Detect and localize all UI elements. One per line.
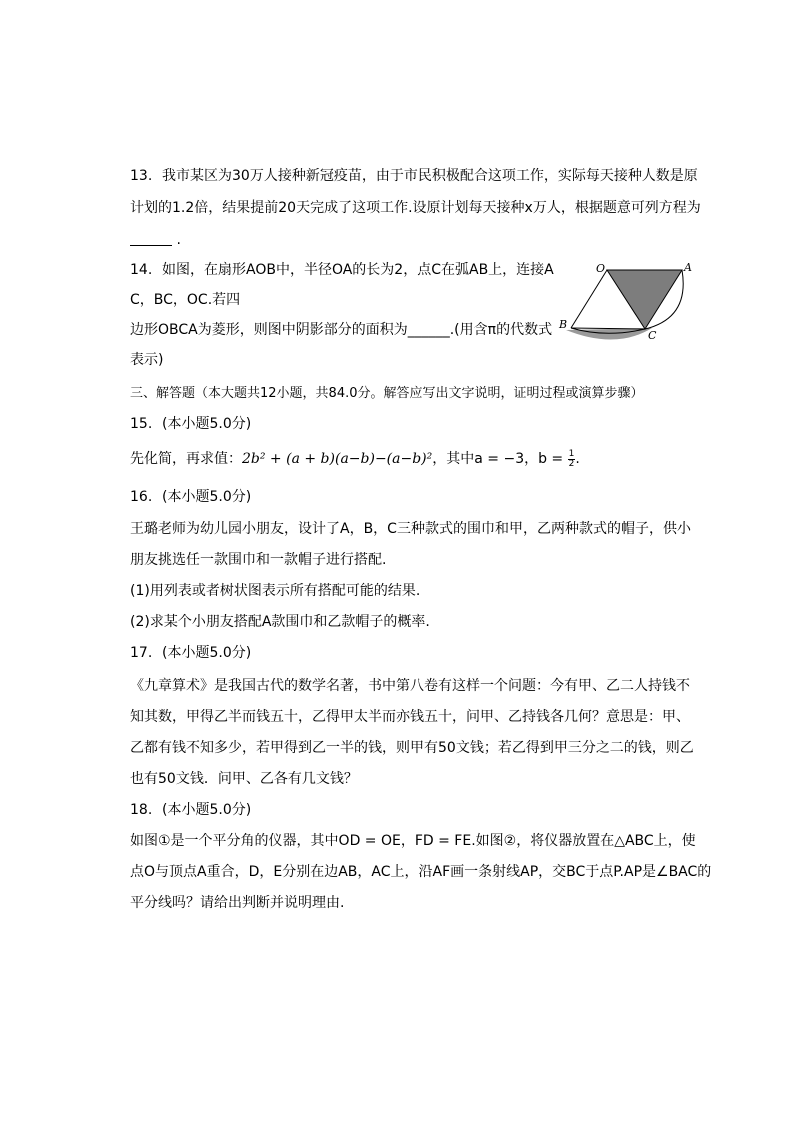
- q15-end: .: [575, 451, 580, 467]
- q15-number: 15.: [130, 416, 153, 432]
- q14-text-3: 边形OBCA为菱形，则图中阴影部分的面积为______.(用含π的代数式: [130, 322, 553, 338]
- q14-line1: [130, 260, 554, 280]
- q16-header: [130, 487, 251, 507]
- q17-line4: [130, 769, 358, 789]
- q18-text-1: 如图①是一个平分角的仪器，其中OD = OE，FD = FE.如图②，将仪器放置在△ABC上，使: [130, 833, 696, 849]
- q17-line1: [130, 676, 690, 696]
- q13-answer-blank: [130, 231, 172, 246]
- q13-number: 13.: [130, 168, 153, 184]
- label-A: A: [684, 261, 692, 274]
- segment-BC: [571, 328, 645, 329]
- q16-text-1: 王璐老师为幼儿园小朋友，设计了A，B，C三种款式的围巾和甲，乙两种款式的帽子，供小: [130, 521, 691, 537]
- q14-text-1: 如图，在扇形AOB中，半径OA的长为2，点C在弧AB上，连接A: [162, 262, 554, 278]
- q13-line1: [130, 166, 698, 186]
- q14-text-2: C，BC，OC.若四: [130, 292, 241, 308]
- q16-text-3: (1)用列表或者树状图表示所有搭配可能的结果.: [130, 583, 421, 599]
- q16-line3: [130, 581, 420, 601]
- q15-body: [130, 449, 580, 469]
- q14-line4: [130, 350, 163, 370]
- q16-line4: [130, 612, 430, 632]
- q18-line1: [130, 831, 696, 851]
- q13-text-3: .: [176, 232, 181, 248]
- sector-figure: [556, 258, 696, 342]
- q16-text-2: 朋友挑选任一款围巾和一款帽子进行搭配.: [130, 552, 387, 568]
- q15-frac-den: 2: [568, 458, 575, 469]
- q18-line3: [130, 893, 344, 913]
- q13-line2: [130, 198, 701, 218]
- q16-line2: [130, 550, 386, 570]
- q13-text-1: 我市某区为30万人接种新冠疫苗，由于市民积极配合这项工作，实际每天接种人数是原: [162, 168, 698, 184]
- q13-line3: [130, 230, 181, 250]
- q18-line2: [130, 862, 711, 882]
- q15-header: [130, 414, 251, 434]
- q13-text-2: 计划的1.2倍，结果提前20天完成了这项工作.设原计划每天接种x万人，根据题意可列方程为: [130, 200, 701, 216]
- q14-line2: [130, 290, 240, 310]
- label-C: C: [648, 329, 657, 342]
- q17-score: (本小题5.0分): [162, 645, 252, 661]
- q15-expression: 2b² + (a + b)(a−b)−(a−b)²: [242, 451, 433, 467]
- q17-line3: [130, 738, 694, 758]
- q14-text-4: 表示): [130, 352, 164, 368]
- q17-header: [130, 643, 251, 663]
- q17-line2: [130, 707, 690, 727]
- q16-score: (本小题5.0分): [162, 489, 252, 505]
- section3-title: 三、解答题（本大题共12小题，共84.0分。解答应写出文字说明，证明过程或演算步骤）: [130, 386, 644, 401]
- segment-OB: [571, 270, 607, 328]
- q17-text-4: 也有50文钱．问甲、乙各有几文钱？: [130, 771, 358, 787]
- q17-number: 17.: [130, 645, 153, 661]
- q15-condition: ，其中a = −3，b =: [432, 451, 568, 467]
- q18-header: [130, 800, 251, 820]
- q14-number: 14.: [130, 262, 153, 278]
- q16-number: 16.: [130, 489, 153, 505]
- q16-line1: [130, 519, 691, 539]
- q15-score: (本小题5.0分): [162, 416, 252, 432]
- label-B: B: [559, 318, 568, 331]
- q17-text-2: 知其数，甲得乙半而钱五十，乙得甲太半而亦钱五十，问甲、乙持钱各几何？意思是：甲、: [130, 709, 690, 725]
- q14-line3: [130, 320, 552, 340]
- q18-score: (本小题5.0分): [162, 802, 252, 818]
- label-O: O: [596, 262, 606, 275]
- section3-heading: [130, 384, 644, 404]
- q18-text-2: 点O与顶点A重合，D，E分别在边AB，AC上，沿AF画一条射线AP，交BC于点P.AP是∠BAC的: [130, 864, 712, 880]
- q15-frac-num: 1: [568, 448, 575, 459]
- q16-text-4: (2)求某个小朋友搭配A款围巾和乙款帽子的概率.: [130, 614, 430, 630]
- q18-text-3: 平分线吗？请给出判断并说明理由.: [130, 895, 345, 911]
- shaded-triangle: [607, 270, 682, 329]
- q18-number: 18.: [130, 802, 153, 818]
- q17-text-3: 乙都有钱不知多少，若甲得到乙一半的钱，则甲有50文钱；若乙得到甲三分之二的钱，则乙: [130, 740, 694, 756]
- q15-prefix: 先化简，再求值：: [130, 451, 242, 467]
- q17-text-1: 《九章算术》是我国古代的数学名著，书中第八卷有这样一个问题：今有甲、乙二人持钱不: [130, 678, 690, 694]
